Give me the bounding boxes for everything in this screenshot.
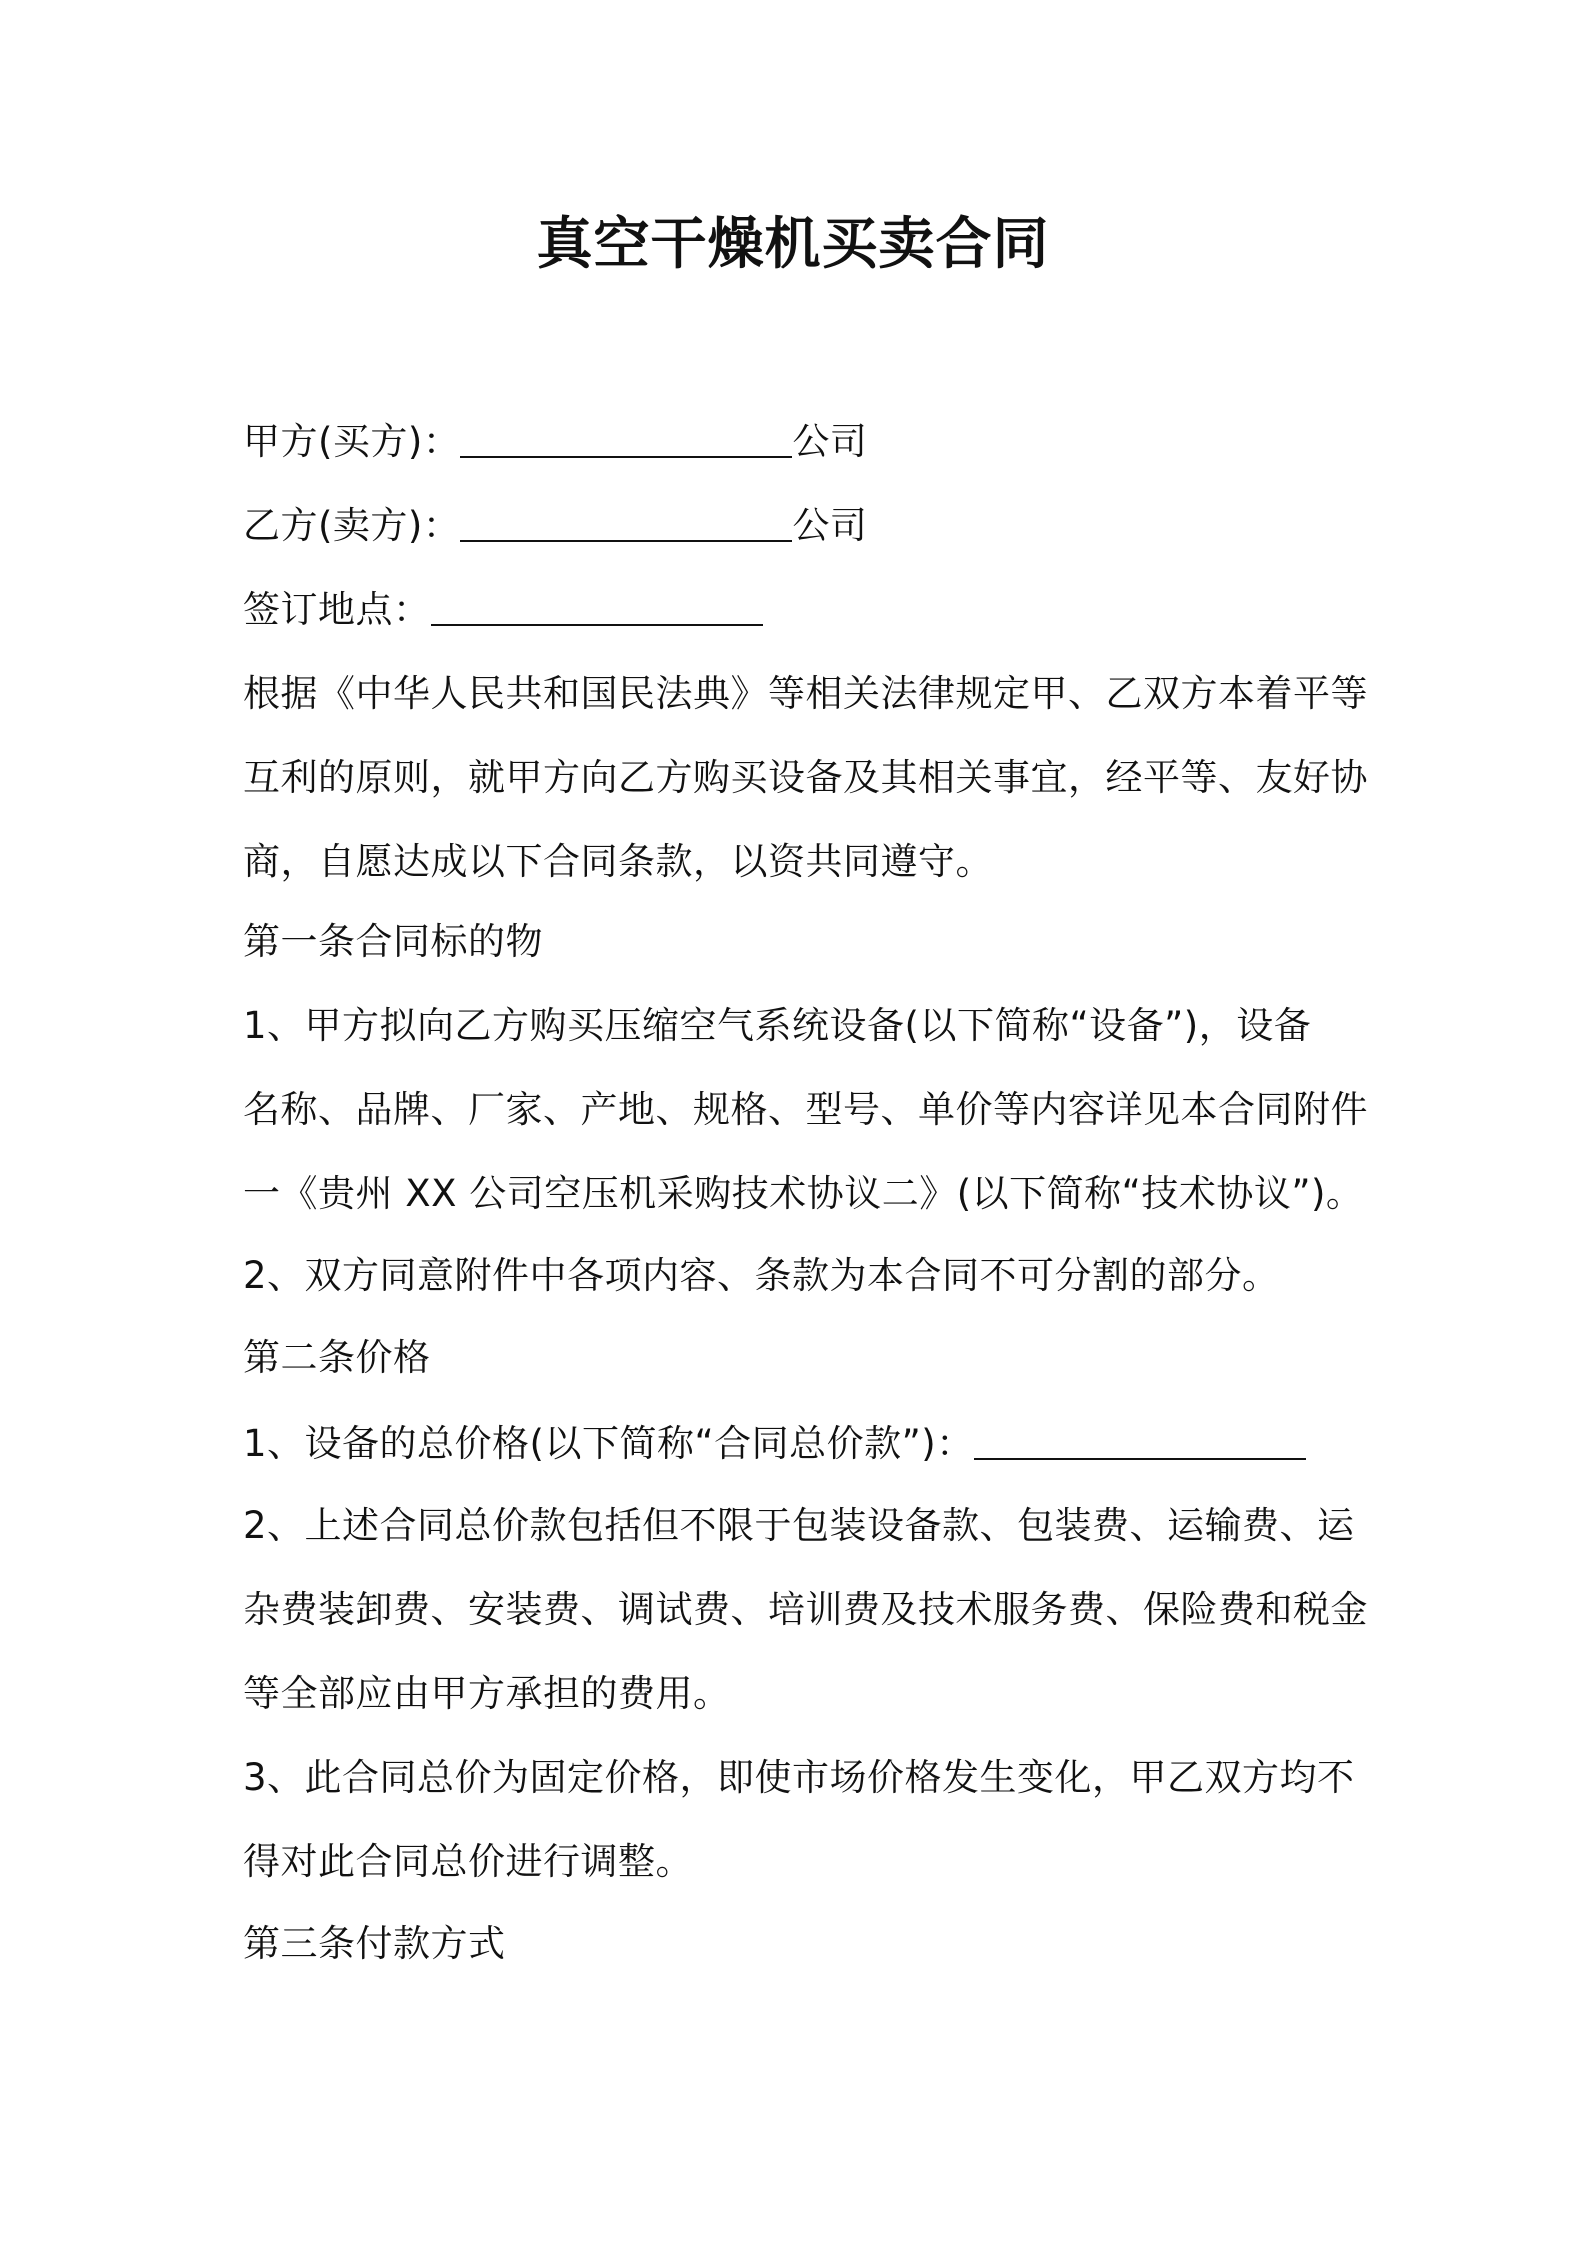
sign-place-label: 签订地点：: [243, 588, 431, 631]
article1-line: 2、双方同意附件中各项内容、条款为本合同不可分割的部分。: [243, 1254, 1280, 1297]
total-price-label: 1、设备的总价格(以下简称“合同总价款”)：: [243, 1422, 974, 1465]
party-a-blank[interactable]: [460, 418, 792, 458]
article2-heading: 第二条价格: [243, 1336, 431, 1379]
article2-line: 等全部应由甲方承担的费用。: [243, 1672, 731, 1715]
article1-heading: 第一条合同标的物: [243, 920, 543, 963]
preamble-line: 根据《中华人民共和国民法典》等相关法律规定甲、乙双方本着平等: [243, 672, 1368, 715]
article1-line: 1、甲方拟向乙方购买压缩空气系统设备(以下简称“设备”)，设备: [243, 1004, 1312, 1047]
article3-heading: 第三条付款方式: [243, 1922, 506, 1965]
document-title: 真空干燥机买卖合同: [536, 212, 1050, 277]
article1-line: 一《贵州 XX 公司空压机采购技术协议二》(以下简称“技术协议”)。: [243, 1172, 1364, 1215]
sign-place-blank[interactable]: [431, 586, 763, 626]
total-price-blank[interactable]: [974, 1420, 1306, 1460]
party-b-line: [243, 496, 867, 556]
party-a-label: 甲方(买方)：: [243, 420, 461, 463]
article2-line: 3、此合同总价为固定价格，即使市场价格发生变化，甲乙双方均不: [243, 1756, 1355, 1799]
preamble-line: 商，自愿达成以下合同条款，以资共同遵守。: [243, 840, 993, 883]
article1-line: 名称、品牌、厂家、产地、规格、型号、单价等内容详见本合同附件: [243, 1088, 1368, 1131]
party-b-label: 乙方(卖方)：: [243, 504, 461, 547]
article2-line: 2、上述合同总价款包括但不限于包装设备款、包装费、运输费、运: [243, 1504, 1355, 1547]
article2-price-line: [243, 1414, 1306, 1474]
party-b-blank[interactable]: [460, 502, 792, 542]
party-a-line: [243, 412, 867, 472]
sign-place-line: [243, 580, 763, 640]
preamble-line: 互利的原则，就甲方向乙方购买设备及其相关事宜，经平等、友好协: [243, 756, 1368, 799]
party-a-suffix: 公司: [792, 420, 868, 463]
party-b-suffix: 公司: [792, 504, 868, 547]
article2-line: 得对此合同总价进行调整。: [243, 1840, 693, 1883]
article2-line: 杂费装卸费、安装费、调试费、培训费及技术服务费、保险费和税金: [243, 1588, 1368, 1631]
